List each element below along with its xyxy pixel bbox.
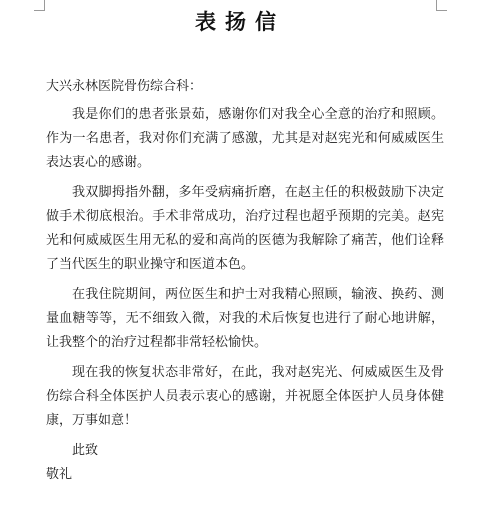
letter-paragraph-1: 我是你们的患者张景茹，感谢你们对我全心全意的治疗和照顾。作为一名患者，我对你们充满了感激，尤其是对赵宪光和何威威医生表达衷心的感谢。: [46, 107, 444, 170]
letter-salutation: 大兴永林医院骨伤综合科：: [46, 79, 203, 94]
letter-paragraph-4: 现在我的恢复状态非常好，在此，我对赵宪光、何威威医生及骨伤综合科全体医护人员表示衷心的感谢，并祝愿全体医护人员身体健康，万事如意！: [46, 365, 444, 428]
letter-regards: 敬礼: [46, 467, 73, 482]
letter-paragraph-2: 我双脚拇指外翻，多年受病痛折磨，在赵主任的积极鼓励下决定做手术彻底根治。手术非常成功，治疗过程也超乎预期的完美。赵宪光和何威威医生用无私的爱和高尚的医德为我解除了痛苦，他们诠释了当代医生的职业操守和医道本色。: [46, 185, 444, 272]
letter-title: 表扬信: [195, 10, 285, 34]
letter-body: [46, 75, 444, 487]
letter-paragraph-3: 在我住院期间，两位医生和护士对我精心照顾，输液、换药、测量血糖等等，无不细致入微，对我的术后恢复也进行了耐心地讲解，让我整个的治疗过程都非常轻松愉快。: [46, 287, 444, 350]
letter-closing: 此致: [72, 443, 99, 458]
